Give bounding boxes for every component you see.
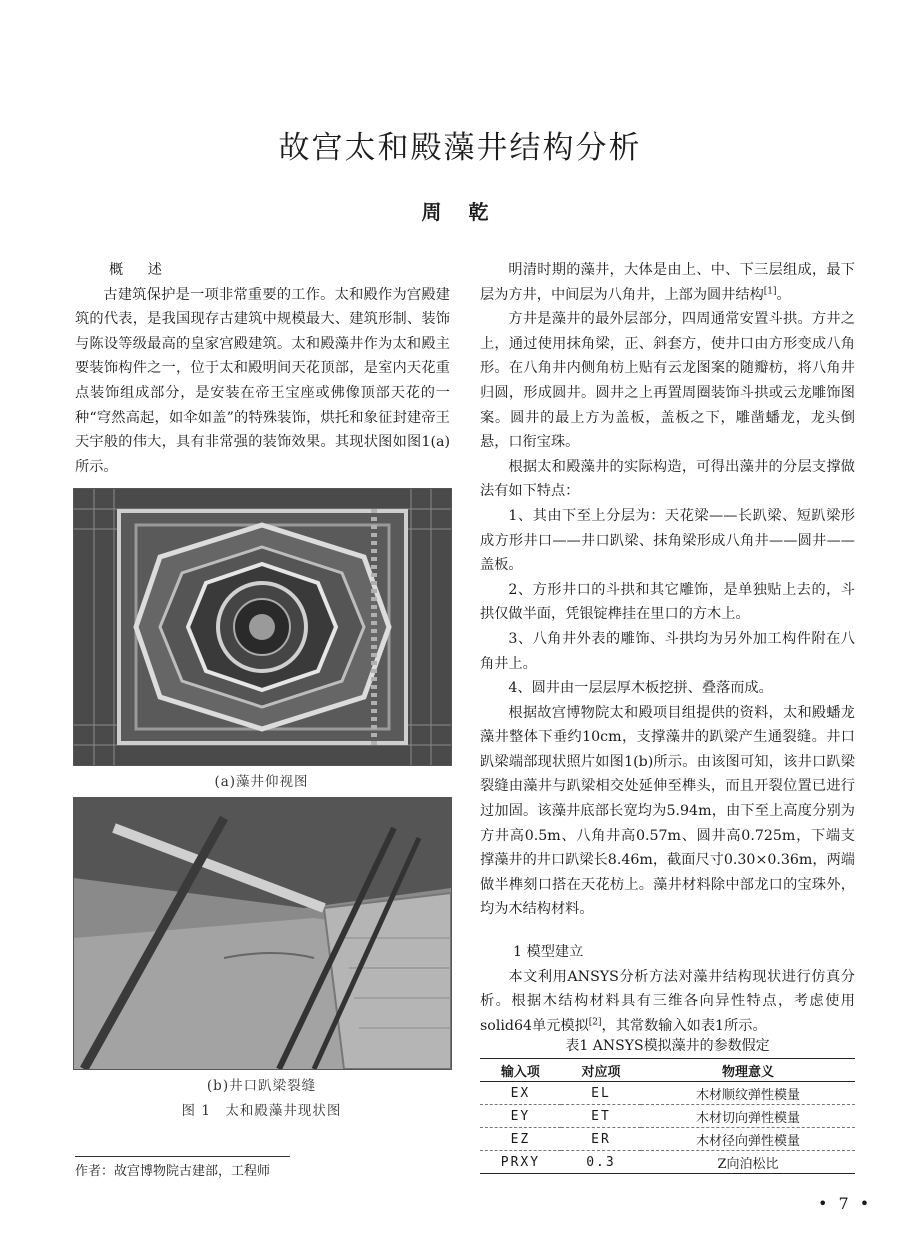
column-header: 输入项 <box>500 1064 540 1080</box>
table-cell: 木材切向弹性模量 <box>696 1110 801 1126</box>
table-cell: EZ <box>510 1131 531 1147</box>
table-row <box>480 1128 855 1151</box>
citation-2[interactable]: [2] <box>588 1017 602 1028</box>
caisson-photo-illustration <box>74 489 451 765</box>
paragraph-ansys: 本文利用ANSYS分析方法对藻井结构现状进行仿真分析。根据木结构材料具有三维各向异性特点，考虑使用solid64单元模拟[2]，其常数输入如表1所示。 <box>480 968 855 1034</box>
table-header-row <box>480 1059 855 1082</box>
paper-title: 故宫太和殿藻井结构分析 <box>278 130 642 166</box>
parameter-table <box>480 1058 855 1174</box>
left-column <box>75 258 450 479</box>
caisson-upward-photo <box>73 488 452 766</box>
table-row <box>480 1105 855 1128</box>
table-cell: ET <box>591 1108 611 1124</box>
table-cell: 木材径向弹性模量 <box>696 1133 801 1149</box>
table-cell: ER <box>591 1131 611 1147</box>
figure-caption-a: (a)藻井仰视图 <box>214 774 309 790</box>
table-cell: EX <box>510 1085 531 1101</box>
author-name: 周 乾 <box>421 200 499 224</box>
right-column <box>480 258 855 1038</box>
beam-photo-illustration <box>74 798 451 1069</box>
table-cell: 木材顺纹弹性模量 <box>696 1087 801 1103</box>
table-row <box>480 1082 855 1105</box>
column-header: 对应项 <box>581 1064 621 1080</box>
figure-1-caption: 图 1 太和殿藻井现状图 <box>181 1103 342 1119</box>
table-cell: EY <box>510 1108 531 1124</box>
citation-1[interactable]: [1] <box>763 285 777 296</box>
table-cell: PRXY <box>500 1154 541 1170</box>
figure-caption-b: (b)井口趴梁裂缝 <box>206 1078 317 1094</box>
section-title-model: 1 模型建立 <box>513 944 584 961</box>
section-heading-overview: 概 述 <box>109 262 172 278</box>
paragraph-square-well: 方井是藻井的最外层部分，四周通常安置斗拱。方井之上，通过使用抹角梁，正、斜套方，使井口由方形变成八角形。在八角井内侧角枋上贴有云龙图案的随瓣枋，将八角井归圆，形成圆井。圆井之上再置周圈装饰斗拱或云龙雕饰图案。圆井的最上方为盖板，盖板之下，雕凿蟠龙，龙头倒悬，口衔宝珠。 <box>480 311 855 451</box>
author-footnote: 作者：故宫博物院古建部，工程师 <box>75 1164 271 1179</box>
table-cell: Z向泊松比 <box>717 1156 779 1172</box>
feature-item-4: 4、圆井由一层层厚木板挖拼、叠落而成。 <box>508 680 773 697</box>
paragraph-current-state: 根据故宫博物院太和殿项目组提供的资料，太和殿蟠龙藻井整体下垂约10cm，支撑藻井的趴梁产生通裂缝。井口趴梁端部现状照片如图1(b)所示。由该图可知，该井口趴梁裂缝由藻井与趴梁相交处延伸至榫头，而且开裂位置已进行过加固。该藻井底部长宽均为5.94m，由下至上高度分别为方井高0.5m、八角井高0.57m、圆井高0.725m，下端支撑藻井的井口趴梁长8.46m，截面尺寸0.30×0.36m，两端做半榫刻口搭在天花枋上。藻井材料除中部龙口的宝珠外，均为木结构材料。 <box>480 704 855 918</box>
beam-crack-photo <box>73 797 452 1070</box>
table-cell: 0.3 <box>586 1154 616 1170</box>
overview-paragraph: 古建筑保护是一项非常重要的工作。太和殿作为宫殿建筑的代表，是我国现存古建筑中规模最大、建筑形制、装饰与陈设等级最高的皇家宫殿建筑。太和殿藻井作为太和殿主要装饰构件之一，位于太和殿明间天花顶部，是室内天花重点装饰组成部分，是安装在帝王宝座或佛像顶部天花的一种“穹然高起，如伞如盖”的特殊装饰，烘托和象征封建帝王天宇般的伟大，具有非常强的装饰效果。其现状图如图1(a)所示。 <box>75 286 450 475</box>
table-row <box>480 1151 855 1174</box>
table-cell: EL <box>591 1085 611 1101</box>
page-number: • 7 • <box>818 1194 873 1213</box>
footnote-divider <box>75 1156 290 1157</box>
paragraph-features-intro: 根据太和殿藻井的实际构造，可得出藻井的分层支撑做法有如下特点： <box>480 458 855 500</box>
table-caption: 表1 ANSYS模拟藻井的参数假定 <box>565 1038 770 1054</box>
paragraph-layers: 明清时期的藻井，大体是由上、中、下三层组成，最下层为方井，中间层为八角井，上部为圆井结构[1]。 <box>480 262 855 303</box>
column-header: 物理意义 <box>722 1064 775 1080</box>
feature-item-2: 2、方形井口的斗拱和其它雕饰，是单独贴上去的，斗拱仅做半面，凭银锭榫挂在里口的方木上。 <box>480 581 855 623</box>
feature-item-1: 1、其由下至上分层为：天花梁——长趴梁、短趴梁形成方形井口——井口趴梁、抹角梁形成八角井——圆井——盖板。 <box>480 507 855 574</box>
feature-item-3: 3、八角井外表的雕饰、斗拱均为另外加工构件附在八角井上。 <box>480 630 855 672</box>
